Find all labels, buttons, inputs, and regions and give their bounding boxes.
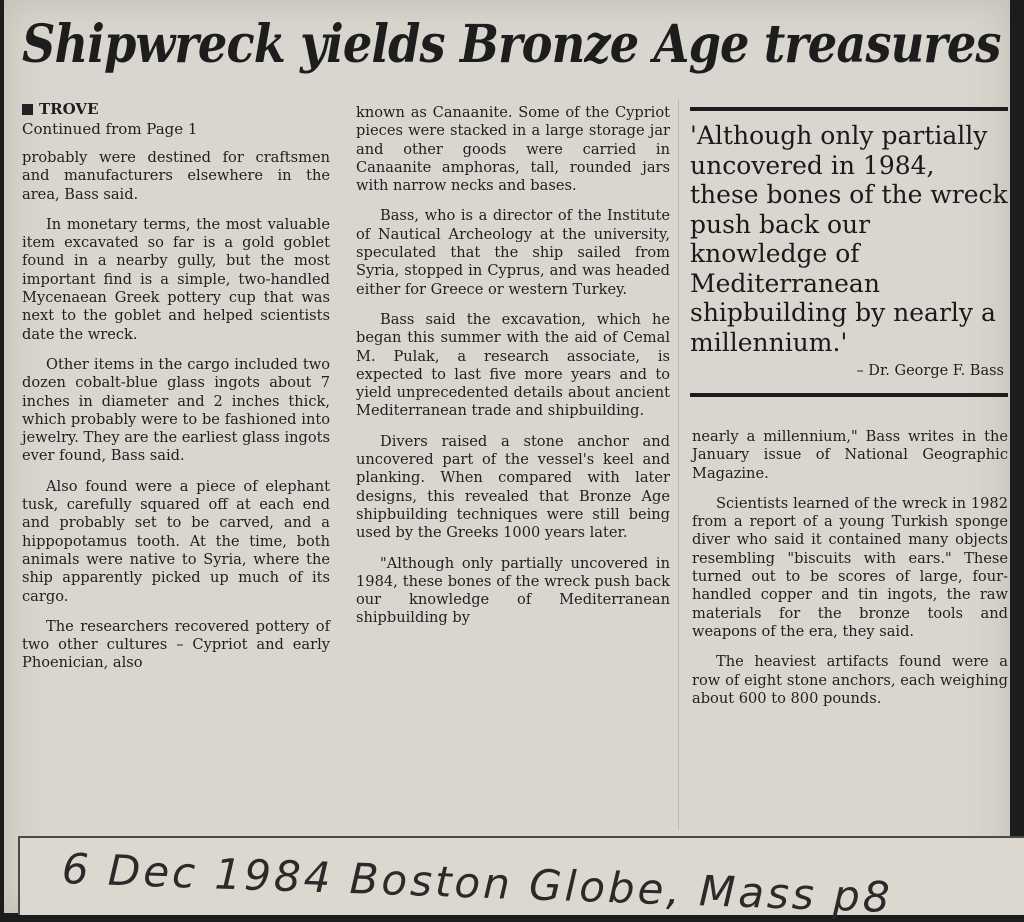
paragraph: The researchers recovered pottery of two other cultures – Cypriot and early Phoenician, also	[22, 617, 330, 672]
section-kicker	[22, 100, 330, 119]
pull-quote-text: 'Although only partially uncovered in 1984, these bones of the wreck push back our knowledge of Mediterranean shipbuilding by nearly a millennium.'	[690, 121, 1008, 357]
pull-quote-box	[690, 107, 1008, 397]
handwritten-note: 6 Dec 1984 Boston Globe, Mass p8	[61, 844, 894, 922]
paragraph: nearly a millennium," Bass writes in the January issue of National Geographic Magazine.	[692, 428, 1008, 482]
column-divider	[678, 100, 679, 830]
paragraph: Other items in the cargo included two dozen cobalt-blue glass ingots about 7 inches in diameter and 2 inches thick, which probably were to be fashioned into jewelry. They are the earliest glass ingots ever found, Bass said.	[22, 355, 330, 465]
paragraph: probably were destined for craftsmen and manufacturers elsewhere in the area, Bass said.	[22, 149, 330, 203]
paragraph: The heaviest artifacts found were a row of eight stone anchors, each weighing about 600 to 800 pounds.	[692, 653, 1008, 707]
article-column-2	[356, 104, 670, 628]
paragraph: In monetary terms, the most valuable item excavated so far is a gold goblet found in a nearby gully, but the most important find is a simple, two-handled Mycenaean Greek pottery cup that was next to the goblet and helped scientists date the wreck.	[22, 215, 330, 343]
kicker-label: TROVE	[39, 100, 99, 118]
paragraph: "Although only partially uncovered in 1984, these bones of the wreck push back our knowledge of Mediterranean shipbuilding by	[356, 554, 670, 627]
paragraph: Divers raised a stone anchor and uncovered part of the vessel's keel and planking. When compared with later designs, this revealed that Bronze Age shipbuilding techniques were still being used by the Greeks 1000 years later.	[356, 432, 670, 542]
paragraph: Also found were a piece of elephant tusk, carefully squared off at each end and probably set to be carved, and a hippopotamus tooth. At the time, both animals were native to Syria, where the ship apparently picked up much of its cargo.	[22, 477, 330, 605]
paragraph: Bass, who is a director of the Institute of Nautical Archeology at the university, speculated that the ship sailed from Syria, stopped in Cyprus, and was headed either for Greece or western Turkey.	[356, 207, 670, 298]
paragraph: Scientists learned of the wreck in 1982 from a report of a young Turkish sponge diver who said it contained many objects resembling "biscuits with ears." These turned out to be scores of large, four-handled copper and tin ingots, the raw materials for the bronze tools and weapons of the era, they said.	[692, 494, 1008, 640]
pull-quote-attribution: – Dr. George F. Bass	[856, 363, 1004, 379]
handwritten-note-strip	[18, 836, 1024, 922]
article-column-1	[22, 100, 330, 673]
article-column-3	[692, 428, 1008, 708]
continued-line: Continued from Page 1	[22, 120, 198, 138]
paragraph: known as Canaanite. Some of the Cypriot pieces were stacked in a large storage jar and other goods were carried in Canaanite amphoras, tall, rounded jars with narrow necks and bases.	[356, 104, 670, 195]
headline: Shipwreck yields Bronze Age treasures	[22, 14, 1001, 75]
paragraph: Bass said the excavation, which he began this summer with the aid of Cemal M. Pulak, a research associate, is expected to last five more years and to yield unprecedented details about ancient Mediterranean trade and shipbuilding.	[356, 310, 670, 420]
square-bullet-icon	[22, 104, 33, 115]
